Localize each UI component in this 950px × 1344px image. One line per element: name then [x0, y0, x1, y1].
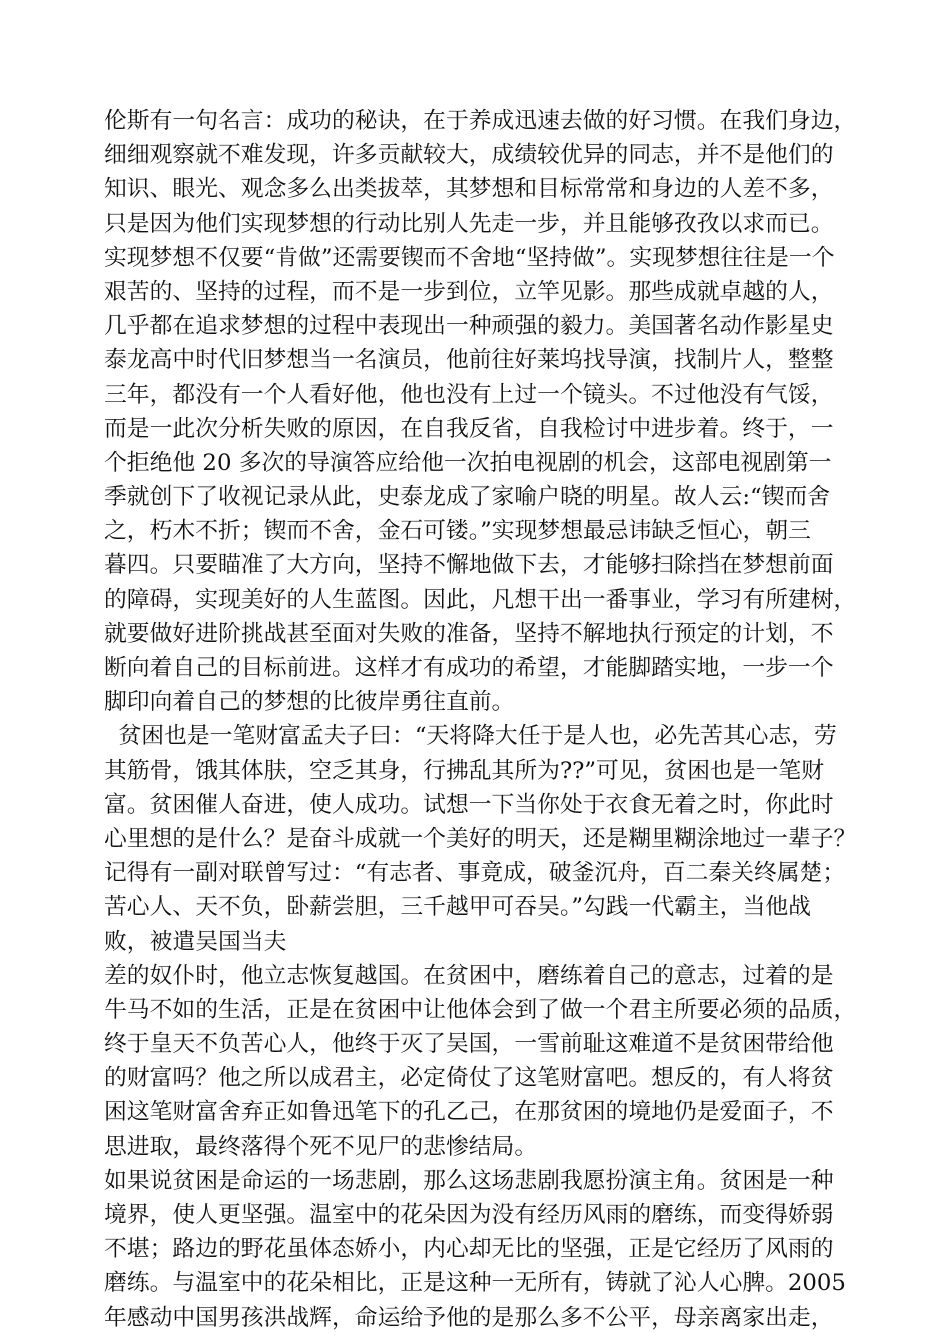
text-line: 几乎都在追求梦想的过程中表现出一种顽强的毅力。美国著名动作影星史: [104, 313, 834, 340]
text-line: 之，朽木不折；锲而不舍，金石可镂。”实现梦想最忌讳缺乏恒心，朝三: [104, 518, 811, 545]
text-line: 的障碍，实现美好的人生蓝图。因此，凡想干出一番事业，学习有所建树，: [104, 586, 857, 613]
text-line: 三年，都没有一个人看好他，他也没有上过一个镜头。不过他没有气馁，: [104, 381, 834, 408]
text-line: 泰龙高中时代旧梦想当一名演员，他前往好莱坞找导演，找制片人，整整: [104, 347, 834, 374]
text-line: 终于皇天不负苦心人，他终于灭了吴国，一雪前耻这难道不是贫困带给他: [104, 1031, 834, 1058]
text-line: 脚印向着自己的梦想的比彼岸勇往直前。: [104, 689, 515, 716]
text-line: 磨练。与温室中的花朵相比，正是这种一无所有，铸就了沁人心脾。2005: [104, 1270, 846, 1297]
text-line: 记得有一副对联曾写过：“有志者、事竟成，破釜沉舟，百二秦关终属楚；: [104, 860, 846, 887]
text-line: 境界，使人更坚强。温室中的花朵因为没有经历风雨的磨练，而变得娇弱: [104, 1202, 834, 1228]
text-line: 实现梦想不仅要“肯做”还需要锲而不舍地“坚持做”。实现梦想往往是一个: [104, 244, 835, 271]
text-line: 如果说贫困是命运的一场悲剧，那么这场悲剧我愿扮演主角。贫困是一种: [104, 1167, 834, 1194]
text-line: 的财富吗？他之所以成君主，必定倚仗了这笔财富吧。想反的，有人将贫: [104, 1065, 834, 1092]
text-line: 季就创下了收视记录从此，史泰龙成了家喻户晓的明星。故人云:“锲而舍: [104, 484, 831, 511]
text-line: 就要做好进阶挑战甚至面对失败的准备，坚持不解地执行预定的计划，不: [104, 620, 834, 647]
text-line: 细细观察就不难发现，许多贡献较大，成绩较优异的同志，并不是他们的: [104, 142, 834, 169]
text-line: 苦心人、天不负，卧薪尝胆，三千越甲可吞吴。”勾践一代霸主，当他战: [104, 894, 811, 921]
text-line: 伦斯有一句名言：成功的秘诀，在于养成迅速去做的好习惯。在我们身边，: [104, 108, 857, 134]
body-text: [104, 104, 864, 1335]
text-line: 暮四。只要瞄准了大方向，坚持不懈地做下去，才能够扫除挡在梦想前面: [104, 552, 834, 579]
text-line: 断向着自己的目标前进。这样才有成功的希望，才能脚踏实地，一步一个: [104, 655, 834, 681]
text-line: 不堪；路边的野花虽体态娇小，内心却无比的坚强，正是它经历了风雨的: [104, 1236, 834, 1263]
text-line: 心里想的是什么？是奋斗成就一个美好的明天，还是糊里糊涂地过一辈子？: [104, 825, 857, 852]
text-line: 败，被遣吴国当夫: [104, 928, 287, 955]
text-line: 知识、眼光、观念多么出类拔萃，其梦想和目标常常和身边的人差不多，: [104, 176, 834, 203]
text-line: 年感动中国男孩洪战辉，命运给予他的是那么多不公平，母亲离家出走，: [104, 1304, 834, 1331]
text-line: 艰苦的、坚持的过程，而不是一步到位，立竿见影。那些成就卓越的人，: [104, 278, 834, 305]
text-line: 而是一此次分析失败的原因，在自我反省，自我检讨中进步着。终于，一: [104, 415, 834, 442]
text-line: 富。贫困催人奋进，使人成功。试想一下当你处于衣食无着之时，你此时: [104, 791, 834, 818]
text-line: 其筋骨，饿其体肤，空乏其身，行拂乱其所为??”可见，贫困也是一笔财: [104, 757, 825, 784]
text-line: 个拒绝他 20 多次的导演答应给他一次拍电视剧的机会，这部电视剧第一: [104, 449, 832, 476]
text-line: 牛马不如的生活，正是在贫困中让他体会到了做一个君主所要必须的品质，: [104, 996, 857, 1023]
text-line: 差的奴仆时，他立志恢复越国。在贫困中，磨练着自己的意志，过着的是: [104, 962, 834, 989]
text-line: 思进取，最终落得个死不见尸的悲惨结局。: [104, 1133, 538, 1160]
text-line: 困这笔财富舍弃正如鲁迅笔下的孔乙己，在那贫困的境地仍是爱面子，不: [104, 1099, 834, 1126]
text-line: 贫困也是一笔财富孟夫子曰：“天将降大任于是人也，必先苦其心志，劳: [104, 723, 837, 750]
text-line: 只是因为他们实现梦想的行动比别人先走一步，并且能够孜孜以求而已。: [104, 210, 834, 237]
